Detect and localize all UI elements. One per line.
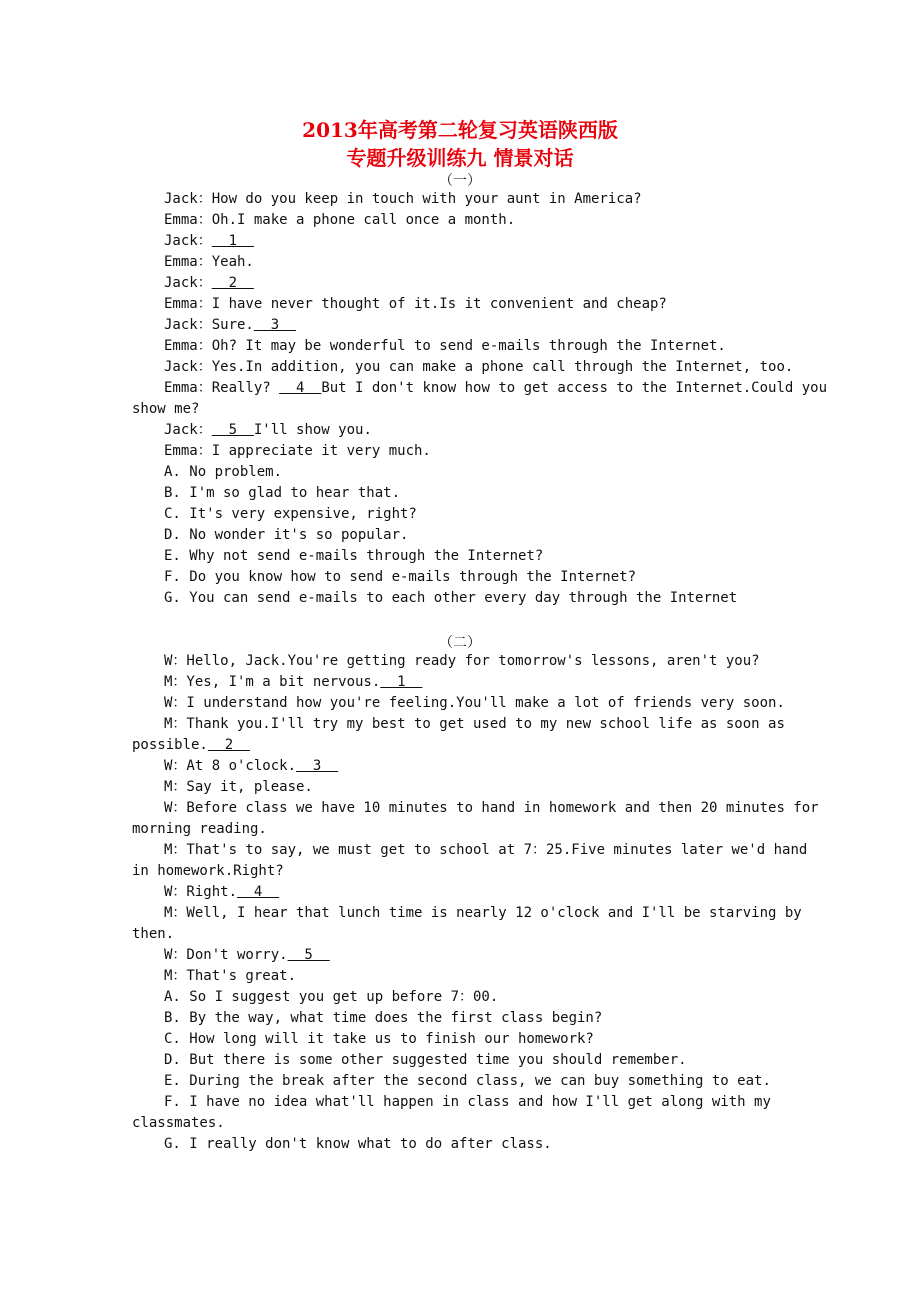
dialogue-line [164,484,400,502]
line-text: C. It's very expensive, right? [164,506,417,522]
line-text: W：Before class we have 10 minutes to hand in homework and then 20 minutes for [164,800,819,816]
dialogue-line [164,757,338,775]
line-text: M：Yes, I'm a bit nervous. [164,674,381,690]
dialogue-line [164,526,408,544]
line-text: E. During the break after the second class, we can buy something to eat. [164,1073,771,1089]
line-text: D. No wonder it's so popular. [164,527,409,543]
line-text: B. By the way, what time does the first class begin? [164,1010,603,1026]
line-text: morning reading. [132,821,267,837]
line-text: W：At 8 o'clock. [164,758,297,774]
answer-blank: 5 [211,422,254,438]
dialogue-line [132,736,250,754]
dialogue-line [164,1072,771,1090]
line-text: Jack：Yes.In addition, you can make a phone call through the Internet, too. [164,359,794,375]
dialogue-line [164,232,254,250]
line-text: C. How long will it take us to finish our homework? [164,1031,594,1047]
dialogue-line [164,505,417,523]
line-text: Emma：Oh? It may be wonderful to send e-mails through the Internet. [164,338,726,354]
dialogue-line [164,316,296,334]
line-text: B. I'm so glad to hear that. [164,485,401,501]
dialogue-line [164,967,296,985]
dialogue-line [164,799,819,817]
dialogue-line [164,1051,687,1069]
dialogue-line [164,904,802,922]
section-2-heading: （二） [439,635,481,651]
line-text: A. No problem. [164,464,283,480]
line-text: Jack：How do you keep in touch with your aunt in America? [164,191,642,207]
line-text: Jack： [164,422,212,438]
dialogue-line [164,883,279,901]
dialogue-line [164,463,282,481]
answer-blank: 2 [211,275,254,291]
document-title: 2013年高考第二轮复习英语陕西版 [302,118,618,142]
dialogue-line [164,1093,771,1111]
dialogue-line [132,1114,225,1132]
line-text: Emma：Yeah. [164,254,254,270]
line-text: G. You can send e-mails to each other every day through the Internet [164,590,738,606]
line-text: W：I understand how you're feeling.You'll make a lot of friends very soon. [164,695,785,711]
line-text: M：Say it, please. [164,779,313,795]
line-text: M：That's great. [164,968,297,984]
line-text: D. But there is some other suggested time you should remember. [164,1052,687,1068]
document-subtitle: 专题升级训练九 情景对话 [346,146,574,170]
line-text: M：Thank you.I'll try my best to get used to my new school life as soon as [164,716,785,732]
dialogue-line [164,421,372,439]
line-text: then. [132,926,175,942]
line-text: Jack：Sure. [164,317,254,333]
dialogue-line [164,358,793,376]
dialogue-line [164,379,827,397]
dialogue-line [164,652,760,670]
answer-blank: 5 [287,947,330,963]
line-text: I'll show you. [253,422,372,438]
dialogue-line [164,1135,552,1153]
answer-blank: 3 [296,758,339,774]
line-text: Emma：I have never thought of it.Is it convenient and cheap? [164,296,667,312]
dialogue-line [164,1030,594,1048]
line-text: E. Why not send e-mails through the Internet? [164,548,544,564]
dialogue-line [132,925,174,943]
line-text: Jack： [164,233,212,249]
dialogue-line [164,946,330,964]
dialogue-line [164,988,498,1006]
line-text: W：Right. [164,884,238,900]
line-text: M：That's to say, we must get to school at 7：25.Five minutes later we'd hand [164,842,808,858]
dialogue-line [164,673,422,691]
dialogue-line [164,841,807,859]
dialogue-line [164,1009,602,1027]
dialogue-line [164,778,313,796]
dialogue-line [164,442,431,460]
line-text: M：Well, I hear that lunch time is nearly 12 o'clock and I'll be starving by [164,905,802,921]
dialogue-line [164,295,667,313]
dialogue-line [132,820,267,838]
line-text: in homework.Right? [132,863,284,879]
line-text: classmates. [132,1115,225,1131]
answer-blank: 3 [253,317,297,333]
answer-blank: 2 [207,737,251,753]
dialogue-line [164,190,642,208]
line-text: Jack： [164,275,212,291]
line-text: G. I really don't know what to do after class. [164,1136,552,1152]
line-text: possible. [132,737,208,753]
section-1-heading: （一） [439,173,481,189]
line-text: Emma：I appreciate it very much. [164,443,431,459]
line-text: Emma：Really? [164,380,280,396]
dialogue-line [164,211,515,229]
dialogue-line [132,400,199,418]
answer-blank: 1 [380,674,423,690]
line-text: W：Don't worry. [164,947,288,963]
line-text: show me? [132,401,200,417]
line-text: A. So I suggest you get up before 7：00. [164,989,499,1005]
dialogue-line [164,253,254,271]
line-text: F. I have no idea what'll happen in class and how I'll get along with my [164,1094,771,1110]
answer-blank: 1 [211,233,254,249]
dialogue-line [164,568,636,586]
line-text: Emma：Oh.I make a phone call once a month. [164,212,516,228]
dialogue-line [132,862,284,880]
line-text: But I don't know how to get access to the Internet.Could you [321,380,828,396]
answer-blank: 4 [237,884,280,900]
line-text: W：Hello, Jack.You're getting ready for tomorrow's lessons, aren't you? [164,653,760,669]
dialogue-line [164,547,543,565]
answer-blank: 4 [279,380,322,396]
dialogue-line [164,274,254,292]
dialogue-line [164,337,726,355]
dialogue-line [164,715,785,733]
line-text: F. Do you know how to send e-mails through the Internet? [164,569,637,585]
dialogue-line [164,694,785,712]
dialogue-line [164,589,737,607]
